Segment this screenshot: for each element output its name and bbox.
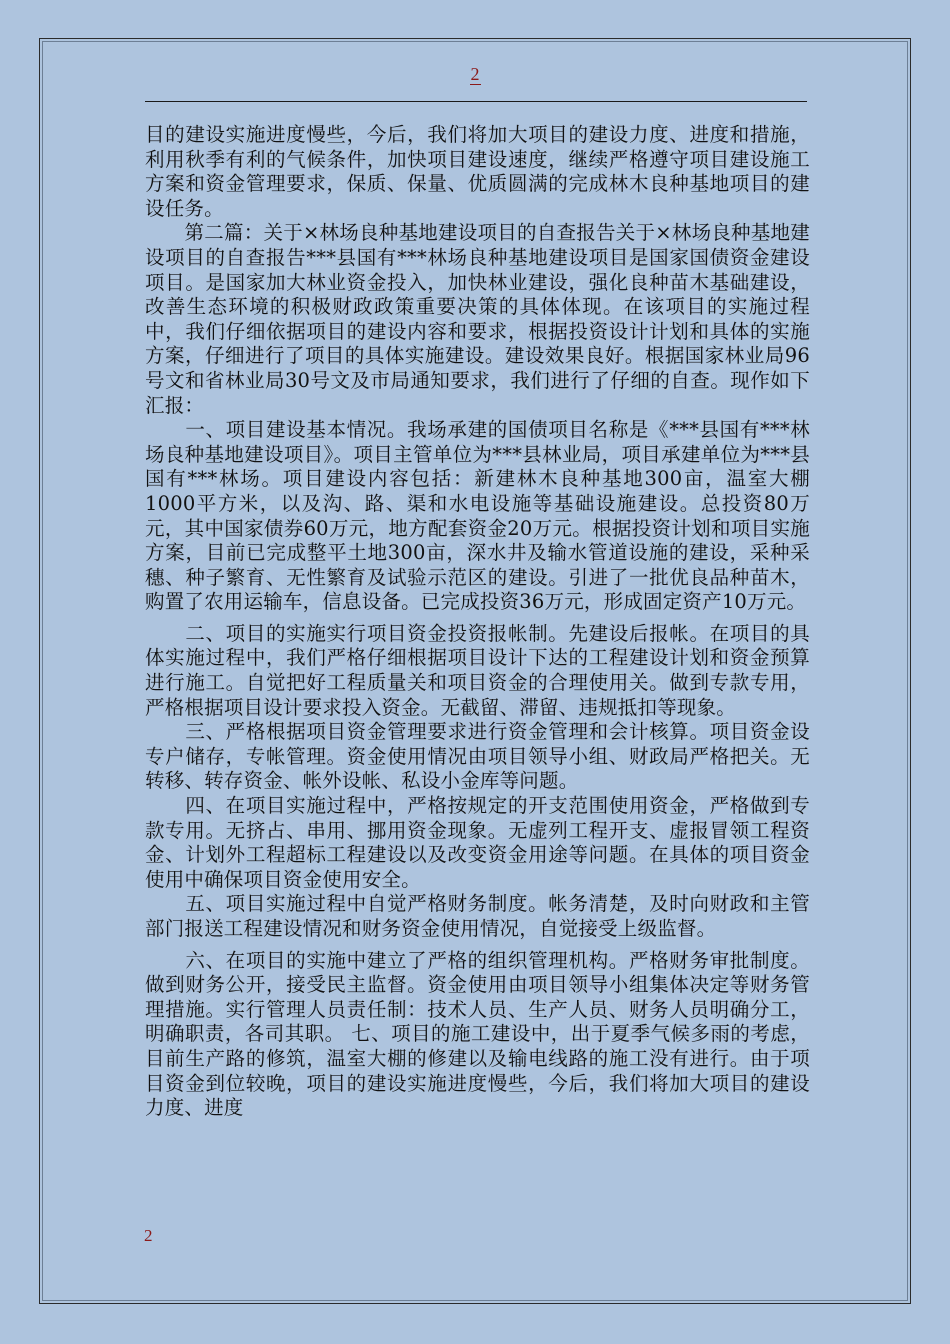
header-divider [145, 101, 807, 102]
footer-page-number: 2 [144, 1226, 153, 1245]
document-body [145, 123, 810, 1121]
paragraph-section-6: 六、在项目的实施中建立了严格的组织管理机构。严格财务审批制度。做到财务公开，接受民主监督。资金使用由项目领导小组集体决定等财务管理措施。实行管理人员责任制：技术人员、生产人员、财务人员明确分工，明确职责，各司其职。 七、项目的施工建设中，出于夏季气候多雨的考虑，目前生产路的修筑，温室大棚的修建以及输电线路的施工没有进行。由于项目资金到位较晚，项目的建设实施进度慢些，今后，我们将加大项目的建设力度、进度 [145, 948, 810, 1120]
paragraph-section-5: 五、项目实施过程中自觉严格财务制度。帐务清楚，及时向财政和主管部门报送工程建设情况和财务资金使用情况，自觉接受上级监督。 [145, 892, 810, 940]
paragraph-section-4: 四、在项目实施过程中，严格按规定的开支范围使用资金，严格做到专款专用。无挤占、串用、挪用资金现象。无虚列工程开支、虚报冒领工程资金、计划外工程超标工程建设以及改变资金用途等问题。在具体的项目资金使用中确保项目资金使用安全。 [145, 794, 810, 891]
paragraph-section-3: 三、严格根据项目资金管理要求进行资金管理和会计核算。项目资金设专户储存，专帐管理。资金使用情况由项目领导小组、财政局严格把关。无转移、转存资金、帐外设帐、私设小金库等问题。 [145, 720, 810, 793]
paragraph-section-2: 二、项目的实施实行项目资金投资报帐制。先建设后报帐。在项目的具体实施过程中，我们严格仔细根据项目设计下达的工程建设计划和资金预算进行施工。自觉把好工程质量关和项目资金的合理使用关。做到专款专用，严格根据项目设计要求投入资金。无截留、滞留、违规抵扣等现象。 [145, 621, 810, 719]
paragraph-section-1: 一、项目建设基本情况。我场承建的国债项目名称是《***县国有***林场良种基地建设项目》。项目主管单位为***县林业局，项目承建单位为***县国有***林场。项目建设内容包括：新建林木良种基地300亩，温室大棚1000平方米，以及沟、路、渠和水电设施等基础设施建设。总投资80万元，其中国家债券60万元，地方配套资金20万元。根据投资计划和项目实施方案，目前已完成整平土地300亩，深水井及输水管道设施的建设，采种采穗、种子繁育、无性繁育及试验示范区的建设。引进了一批优良品种苗木，购置了农用运输车，信息设备。已完成投资36万元，形成固定资产10万元。 [145, 418, 810, 614]
paragraph-continuation: 目的建设实施进度慢些，今后，我们将加大项目的建设力度、进度和措施，利用秋季有利的气候条件，加快项目建设速度，继续严格遵守项目建设施工方案和资金管理要求，保质、保量、优质圆满的完成林木良种基地项目的建设任务。 [145, 123, 810, 220]
paragraph-part-two-intro: 第二篇：关于×林场良种基地建设项目的自查报告关于×林场良种基地建设项目的自查报告***县国有***林场良种基地建设项目是国家国债资金建设项目。是国家加大林业资金投入，加快林业建设，强化良种苗木基础建设，改善生态环境的积极财政政策重要决策的具体体现。在该项目的实施过程中，我们仔细依据项目的建设内容和要求，根据投资设计计划和具体的实施方案，仔细进行了项目的具体实施建设。建设效果良好。根据国家林业局96号文和省林业局30号文及市局通知要求，我们进行了仔细的自查。现作如下汇报： [145, 221, 810, 417]
header-page-number [0, 64, 950, 85]
header-page-number-text: 2 [470, 64, 480, 84]
